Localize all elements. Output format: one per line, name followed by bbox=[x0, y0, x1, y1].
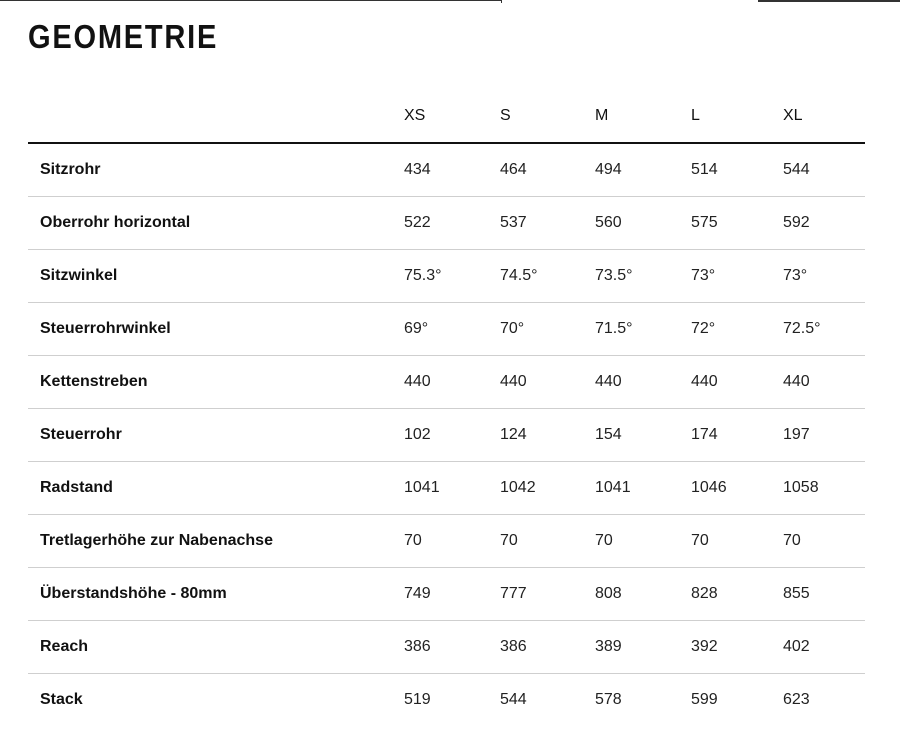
table-cell: 440 bbox=[500, 356, 595, 409]
table-cell: 464 bbox=[500, 143, 595, 197]
table-cell: 70 bbox=[783, 515, 865, 568]
table-cell: 1041 bbox=[595, 462, 691, 515]
table-cell: 519 bbox=[404, 691, 431, 708]
table-cell: 1058 bbox=[783, 462, 865, 515]
top-divider-tick bbox=[501, 0, 502, 3]
table-cell: 386 bbox=[404, 621, 500, 674]
table-cell: 72° bbox=[691, 303, 783, 356]
table-cell: 440 bbox=[595, 356, 691, 409]
table-cell: 1042 bbox=[500, 462, 595, 515]
table-cell: 154 bbox=[595, 409, 691, 462]
top-divider-right bbox=[758, 0, 900, 2]
size-header: S bbox=[500, 89, 595, 143]
row-label: Kettenstreben bbox=[28, 356, 404, 409]
table-cell: 749 bbox=[404, 568, 500, 621]
table-cell: 623 bbox=[783, 691, 810, 708]
table-cell: 70 bbox=[691, 515, 783, 568]
table-cell: 72.5° bbox=[783, 303, 865, 356]
table-cell: 828 bbox=[691, 568, 783, 621]
table-row bbox=[28, 409, 865, 462]
page-title: GEOMETRIE bbox=[28, 18, 219, 55]
row-label: Steuerrohrwinkel bbox=[28, 303, 404, 356]
table-row bbox=[28, 143, 865, 197]
header-label-cell bbox=[28, 89, 404, 143]
table-cell: 808 bbox=[595, 568, 691, 621]
table-cell: 197 bbox=[783, 409, 865, 462]
table-cell: 75.3° bbox=[404, 250, 500, 303]
table-cell: 386 bbox=[500, 621, 595, 674]
table-cell: 537 bbox=[500, 197, 595, 250]
table-cell: 440 bbox=[691, 356, 783, 409]
table-cell: 73° bbox=[691, 250, 783, 303]
table-cell: 70 bbox=[404, 515, 500, 568]
row-label: Sitzwinkel bbox=[28, 250, 404, 303]
table-cell: 402 bbox=[783, 621, 865, 674]
row-label: Sitzrohr bbox=[28, 143, 404, 197]
row-label: Stack bbox=[40, 691, 83, 708]
table-cell: 522 bbox=[404, 197, 500, 250]
table-cell: 70° bbox=[500, 303, 595, 356]
table-row bbox=[28, 515, 865, 568]
table-header-row bbox=[28, 89, 865, 143]
table-cell: 73° bbox=[783, 250, 865, 303]
table-cell: 494 bbox=[595, 143, 691, 197]
table-cell: 544 bbox=[500, 691, 527, 708]
row-label: Überstandshöhe - 80mm bbox=[28, 568, 404, 621]
table-row bbox=[28, 197, 865, 250]
table-cell: 174 bbox=[691, 409, 783, 462]
table-cell: 69° bbox=[404, 303, 500, 356]
top-divider-left bbox=[0, 0, 502, 1]
size-header: XS bbox=[404, 89, 500, 143]
table-cell: 389 bbox=[595, 621, 691, 674]
table-cell: 777 bbox=[500, 568, 595, 621]
table-cell: 514 bbox=[691, 143, 783, 197]
table-row bbox=[28, 462, 865, 515]
table-cell: 440 bbox=[404, 356, 500, 409]
table-cell: 575 bbox=[691, 197, 783, 250]
table-cell: 560 bbox=[595, 197, 691, 250]
table-cell: 73.5° bbox=[595, 250, 691, 303]
table-cell: 392 bbox=[691, 621, 783, 674]
row-label: Reach bbox=[28, 621, 404, 674]
table-cell: 124 bbox=[500, 409, 595, 462]
table-row bbox=[28, 250, 865, 303]
table-cell: 102 bbox=[404, 409, 500, 462]
table-cell: 434 bbox=[404, 143, 500, 197]
size-header: L bbox=[691, 89, 783, 143]
size-header: M bbox=[595, 89, 691, 143]
table-cell: 592 bbox=[783, 197, 865, 250]
table-cell: 578 bbox=[595, 691, 622, 708]
table-row bbox=[28, 621, 865, 674]
table-cell: 855 bbox=[783, 568, 865, 621]
row-label: Tretlagerhöhe zur Nabenachse bbox=[28, 515, 404, 568]
table-row bbox=[28, 303, 865, 356]
table-cell: 1046 bbox=[691, 462, 783, 515]
table-cell: 544 bbox=[783, 143, 865, 197]
table-body bbox=[28, 143, 865, 726]
table-cell: 71.5° bbox=[595, 303, 691, 356]
row-label: Radstand bbox=[28, 462, 404, 515]
table-row bbox=[28, 568, 865, 621]
table-cell: 599 bbox=[691, 691, 718, 708]
size-header: XL bbox=[783, 89, 865, 143]
table-cell: 74.5° bbox=[500, 250, 595, 303]
table-row bbox=[28, 674, 865, 727]
table-cell: 1041 bbox=[404, 462, 500, 515]
row-label: Oberrohr horizontal bbox=[28, 197, 404, 250]
row-label: Steuerrohr bbox=[28, 409, 404, 462]
table-cell: 70 bbox=[595, 515, 691, 568]
table-row bbox=[28, 356, 865, 409]
table-cell: 440 bbox=[783, 356, 865, 409]
table-cell: 70 bbox=[500, 515, 595, 568]
geometry-table bbox=[28, 89, 865, 726]
